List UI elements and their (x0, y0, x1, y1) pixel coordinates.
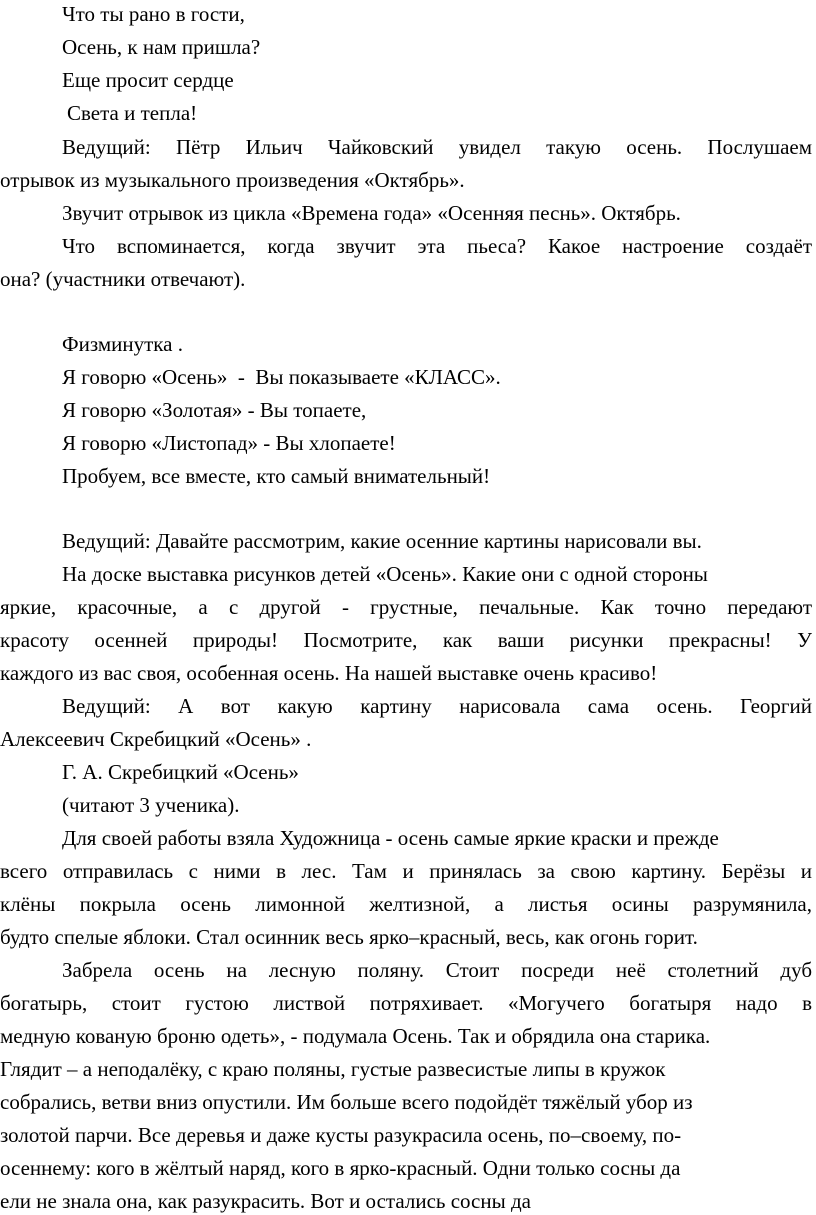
text-line: Глядит – а неподалёку, с краю поляны, густые развесистые липы в кружок (0, 1057, 666, 1081)
text-line: собрались, ветви вниз опустили. Им больше всего подойдёт тяжёлый убор из (0, 1090, 693, 1114)
text-line: Алексеевич Скребицкий «Осень» . (0, 727, 312, 751)
text-line: Для своей работы взяла Художница - осень самые яркие краски и прежде (62, 826, 719, 850)
poem-line-4: Света и тепла! (67, 101, 198, 125)
poem-line-2: Осень, к нам пришла? (62, 35, 261, 59)
text-line: Что вспоминается, когда звучит эта пьеса? Какое настроение создаёт (62, 234, 812, 258)
text-line: клёны покрыла осень лимонной желтизной, а листья осины разрумянила, (0, 892, 812, 916)
text-line: будто спелые яблоки. Стал осинник весь ярко–красный, весь, как огонь горит. (0, 925, 698, 949)
text-line: каждого из вас своя, особенная осень. На нашей выставке очень красиво! (0, 661, 658, 685)
text-line: красоту осенней природы! Посмотрите, как ваши рисунки прекрасны! У (0, 628, 812, 652)
text-line: Забрела осень на лесную поляну. Стоит посреди неё столетний дуб (62, 958, 812, 982)
text-line: золотой парчи. Все деревья и даже кусты разукрасила осень, по–своему, по- (0, 1123, 682, 1147)
text-line: Пробуем, все вместе, кто самый внимательный! (62, 464, 491, 488)
text-line: Ведущий: А вот какую картину нарисовала сама осень. Георгий (62, 694, 812, 718)
text-line: медную кованую броню одеть», - подумала Осень. Так и обрядила она старика. (0, 1024, 711, 1048)
text-line: Ведущий: Давайте рассмотрим, какие осенние картины нарисовали вы. (62, 529, 702, 553)
text-line: богатырь, стоит густою листвой потряхивает. «Могучего богатыря надо в (0, 991, 812, 1015)
text-line: Я говорю «Листопад» - Вы хлопаете! (62, 431, 396, 455)
physical-break-heading: Физминутка . (62, 332, 183, 356)
text-line: яркие, красочные, а с другой - грустные, печальные. Как точно передают (0, 595, 812, 619)
text-line: (читают 3 ученика). (62, 793, 240, 817)
text-line: Я говорю «Осень» - Вы показываете «КЛАСС». (62, 365, 501, 389)
text-line: Звучит отрывок из цикла «Времена года» «Осенняя песнь». Октябрь. (62, 201, 681, 225)
text-line: Ведущий: Пётр Ильич Чайковский увидел такую осень. Послушаем (62, 135, 812, 159)
poem-line-3: Еще просит сердце (62, 68, 234, 92)
poem-line-1: Что ты рано в гости, (62, 2, 245, 26)
text-line: На доске выставка рисунков детей «Осень». Какие они с одной стороны (62, 562, 708, 586)
text-line: осеннему: кого в жёлтый наряд, кого в ярко-красный. Одни только сосны да (0, 1156, 681, 1180)
text-line: Г. А. Скребицкий «Осень» (62, 760, 299, 784)
text-line: отрывок из музыкального произведения «Октябрь». (0, 168, 465, 192)
text-line: она? (участники отвечают). (0, 267, 246, 291)
text-line: всего отправилась с ними в лес. Там и принялась за свою картину. Берёзы и (0, 859, 812, 883)
text-line: ели не знала она, как разукрасить. Вот и остались сосны да (0, 1189, 531, 1213)
text-line: Я говорю «Золотая» - Вы топаете, (62, 398, 367, 422)
